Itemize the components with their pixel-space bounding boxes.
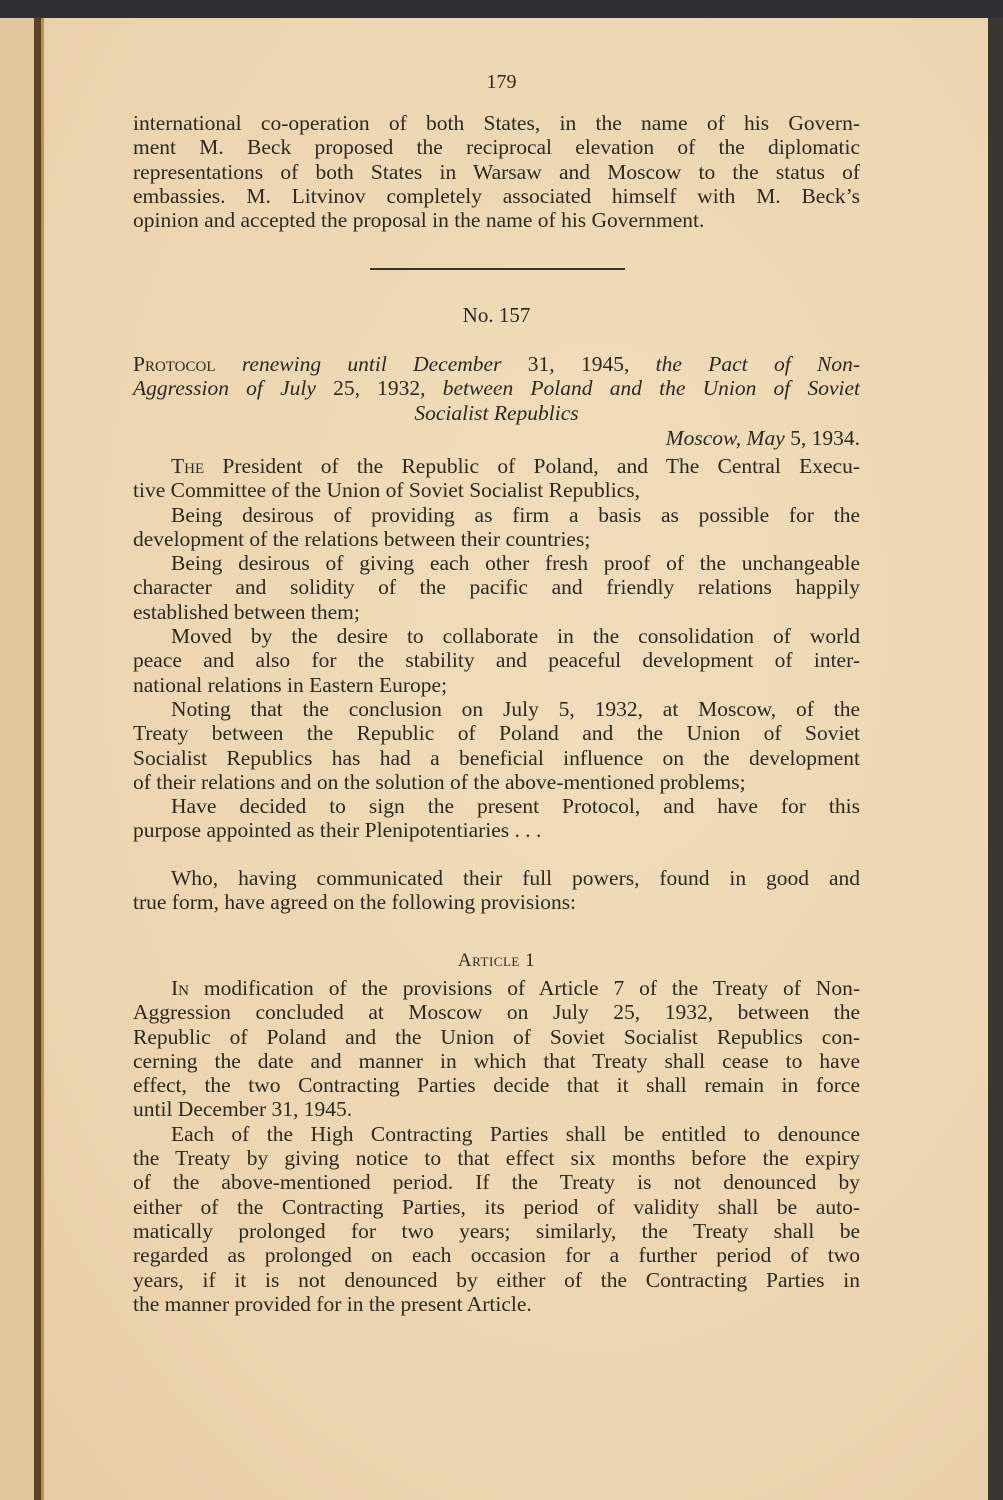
- article-heading: Article 1: [457, 950, 536, 971]
- text-line: Republic of Poland and the Union of Soviet Socialist Republics con-: [133, 1024, 860, 1049]
- section-divider: [370, 268, 625, 270]
- text-line: representations of both States in Warsaw and Moscow to the status of: [133, 159, 860, 184]
- title-text: Socialist Republics: [414, 400, 579, 425]
- text-line: development of the relations between their countries;: [133, 526, 591, 551]
- text-line: [133, 454, 860, 478]
- text-line: Treaty between the Republic of Poland and the Union of Soviet: [133, 721, 860, 746]
- text-line: the Treaty by giving notice to that effect six months before the expiry: [133, 1146, 860, 1171]
- text-line: Being desirous of providing as firm a basis as possible for the: [171, 502, 860, 527]
- text-line: Being desirous of giving each other fresh proof of the unchangeable: [171, 551, 860, 576]
- text-line: ment M. Beck proposed the reciprocal elevation of the diplomatic: [133, 135, 860, 160]
- text-line: matically prolonged for two years; similarly, the Treaty shall be: [133, 1218, 860, 1243]
- text-line: character and solidity of the pacific and friendly relations happily: [133, 575, 860, 600]
- facing-page-edge: [0, 18, 34, 1500]
- text-line: national relations in Eastern Europe;: [133, 672, 448, 697]
- paragraph: [133, 794, 860, 843]
- book-spine: [34, 18, 41, 1500]
- title-text: between Poland and the Union of Soviet: [425, 376, 861, 401]
- text-line: tive Committee of the Union of Soviet Socialist Republics,: [133, 478, 640, 503]
- paragraph: [133, 551, 860, 624]
- text-line: Socialist Republics has had a beneficial influence on the development: [133, 745, 860, 770]
- document-number: No. 157: [462, 303, 531, 327]
- title-lead: Protocol: [133, 352, 216, 376]
- title-text: Aggression of July: [133, 376, 316, 401]
- line-text: President of the Republic of Poland, and The Central Execu-: [204, 454, 860, 478]
- text-line: until December 31, 1945.: [133, 1097, 353, 1122]
- paragraph: [133, 976, 860, 1122]
- text-line: Who, having communicated their full powers, found in good and: [171, 866, 860, 890]
- text-line: embassies. M. Litvinov completely associated himself with M. Beck’s: [133, 183, 860, 208]
- text-line: cerning the date and manner in which that Treaty shall cease to have: [133, 1048, 860, 1073]
- title-text: the Pact of Non-: [629, 352, 861, 376]
- article-1-text: [133, 976, 860, 1316]
- preamble: [133, 454, 860, 843]
- text-line: of their relations and on the solution of the above-mentioned problems;: [133, 769, 746, 794]
- place-date: Moscow, May: [665, 425, 785, 450]
- text-line: Aggression concluded at Moscow on July 25, 1932, between the: [133, 1000, 860, 1025]
- text-line: Each of the High Contracting Parties shall be entitled to denounce: [171, 1121, 860, 1146]
- paragraph: [133, 866, 860, 915]
- title-date: 31, 1945,: [501, 352, 630, 376]
- place-date-year: 5, 1934.: [784, 425, 860, 450]
- lead-word: The: [171, 454, 205, 478]
- powers-paragraph: [133, 866, 860, 915]
- text-line: either of the Contracting Parties, its period of validity shall be auto-: [133, 1194, 860, 1219]
- text-line: regarded as prolonged on each occasion for a further period of two: [133, 1243, 860, 1268]
- protocol-title: [133, 352, 860, 450]
- text-line: Have decided to sign the present Protocol, and have for this: [171, 794, 860, 819]
- intro-paragraph: [133, 111, 860, 232]
- paragraph: [133, 697, 860, 794]
- title-date: 25, 1932,: [315, 376, 426, 401]
- paragraph: [133, 1122, 860, 1316]
- text-line: the manner provided for in the present Article.: [133, 1291, 532, 1316]
- paragraph: [133, 454, 860, 503]
- text-line: Moved by the desire to collaborate in the consolidation of world: [171, 624, 860, 649]
- text-line: [133, 976, 860, 1000]
- book-gutter: [41, 18, 44, 1500]
- text-line: years, if it is not denounced by either of the Contracting Parties in: [133, 1267, 860, 1292]
- text-line: purpose appointed as their Plenipotentiaries . . .: [133, 818, 542, 843]
- text-line: of the above-mentioned period. If the Treaty is not denounced by: [133, 1170, 860, 1195]
- text-line: established between them;: [133, 599, 360, 624]
- page-number: 179: [486, 71, 517, 93]
- paragraph: [133, 503, 860, 552]
- text-line: effect, the two Contracting Parties decide that it shall remain in force: [133, 1073, 860, 1098]
- text-line: international co-operation of both States, in the name of his Govern-: [133, 111, 860, 135]
- text-line: true form, have agreed on the following provisions:: [133, 890, 577, 915]
- text-line: peace and also for the stability and peaceful development of inter-: [133, 648, 860, 673]
- text-line: opinion and accepted the proposal in the name of his Government.: [133, 208, 705, 233]
- line-text: modification of the provisions of Article 7 of the Treaty of Non-: [189, 976, 860, 1000]
- page-right-edge: [988, 18, 1003, 1500]
- title-text: renewing until December: [215, 352, 502, 376]
- text-line: Noting that the conclusion on July 5, 1932, at Moscow, of the: [171, 696, 860, 721]
- paragraph: [133, 624, 860, 697]
- lead-word: In: [171, 976, 189, 1000]
